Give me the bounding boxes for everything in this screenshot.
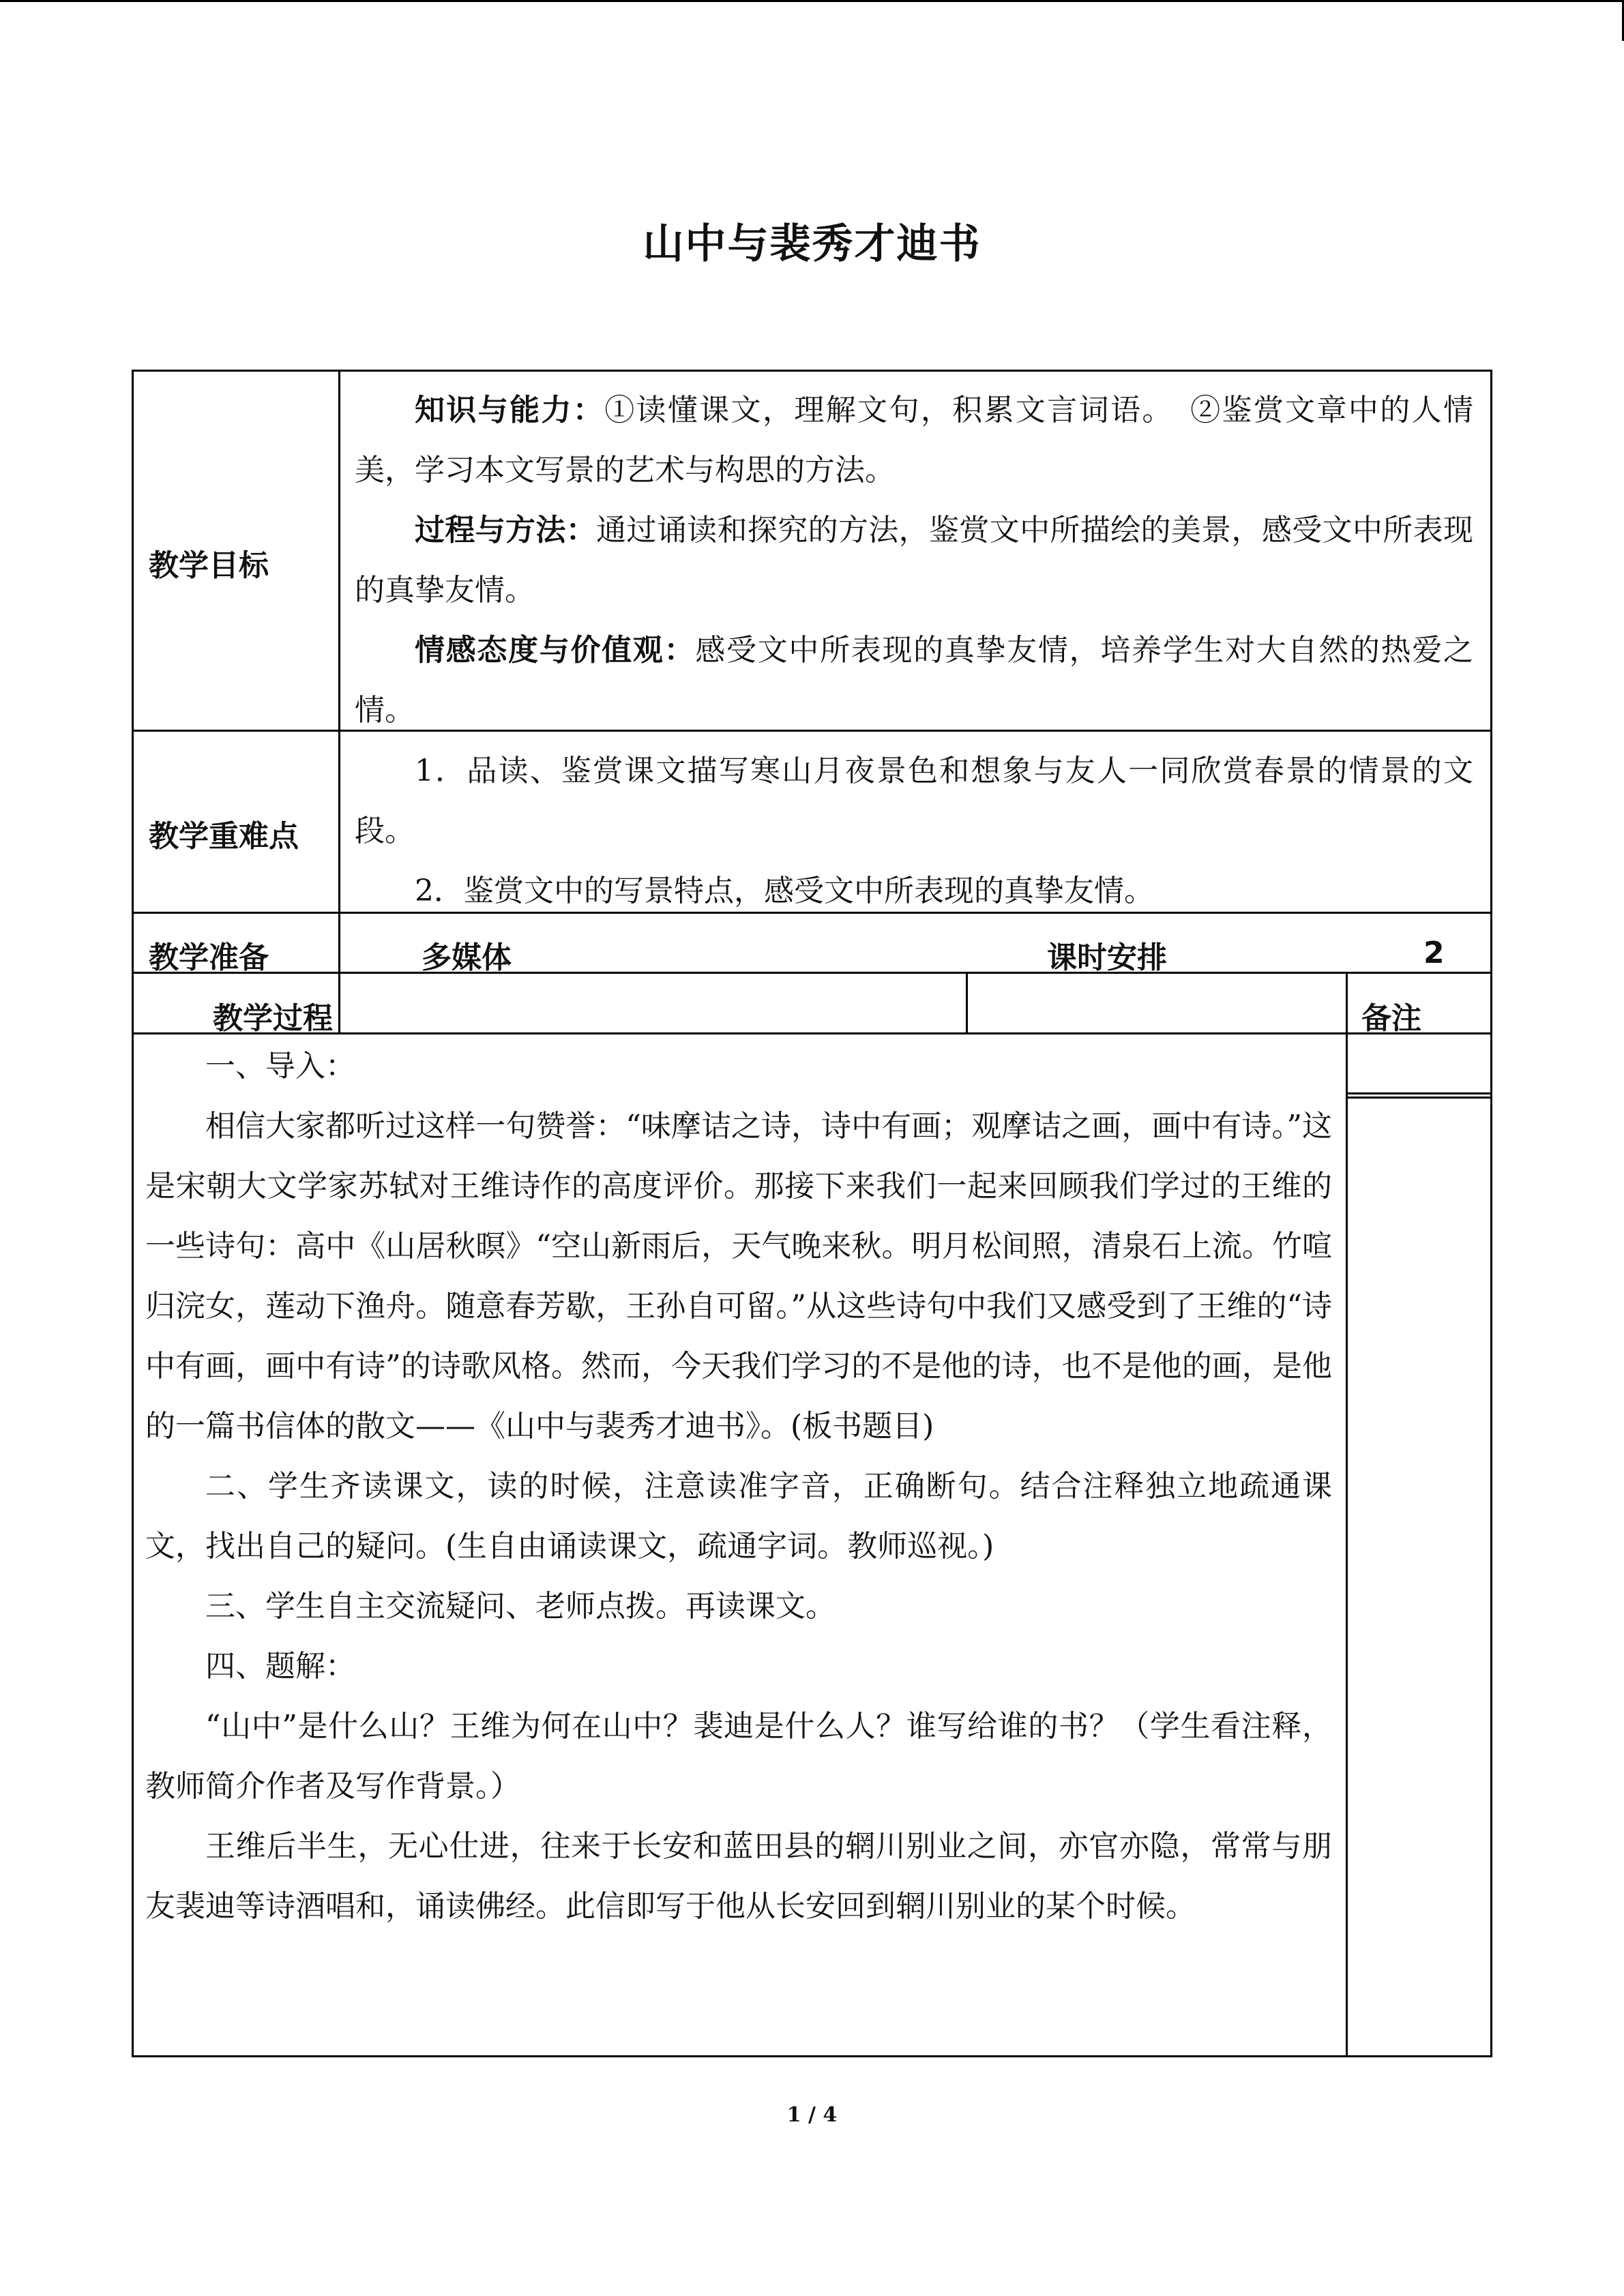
objectives-content [355, 381, 1473, 741]
key-point-item: 1．品读、鉴赏课文描写寒山月夜景色和想象与友人一同欣赏春景的情景的文段。 [355, 754, 1473, 848]
objective-text: 通过诵读和探究的方法，鉴赏文中所描绘的美景，感受文中所表现的真挚友情。 [355, 513, 1474, 608]
schedule-value: 2 [1423, 936, 1445, 970]
objective-item [355, 621, 1473, 741]
process-paragraph: 三、学生自主交流疑问、老师点拨。再读课文。 [205, 1589, 836, 1624]
objective-item [355, 381, 1473, 501]
process-paragraph: 四、题解： [205, 1649, 355, 1684]
page-title: 山中与裴秀才迪书 [643, 220, 981, 268]
preparation-label: 教学准备 [149, 940, 269, 975]
page-number: 1 / 4 [786, 2103, 838, 2127]
key-point-item: 2．鉴赏文中的写景特点，感受文中所表现的真挚友情。 [415, 874, 1154, 908]
notes-label: 备注 [1361, 1001, 1421, 1036]
process-content [132, 1037, 1346, 1937]
process-paragraph: 相信大家都听过这样一句赞誉：“味摩诘之诗，诗中有画；观摩诘之画，画中有诗。”这是宋朝大文学家苏轼对王维诗作的高度评价。那接下来我们一起来回顾我们学过的王维的一些诗句：高中《山居秋暝》“空山新雨后，天气晚来秋。明月松间照，清泉石上流。竹喧归浣女，莲动下渔舟。随意春芳歇，王孙自可留。”从这些诗句中我们又感受到了王维的“诗中有画，画中有诗”的诗歌风格。然而，今天我们学习的不是他的诗，也不是他的画，是他的一篇书信体的散文——《山中与裴秀才迪书》。(板书题目) [145, 1109, 1332, 1444]
process-paragraph: 王维后半生，无心仕进，往来于长安和蓝田县的辋川别业之间，亦官亦隐，常常与朋友裴迪等诗酒唱和，诵读佛经。此信即写于他从长安回到辋川别业的某个时候。 [145, 1829, 1332, 1924]
schedule-label: 课时安排 [1047, 940, 1167, 975]
process-paragraph: 二、学生齐读课文，读的时候，注意读准字音，正确断句。结合注释独立地疏通课文，找出自己的疑问。(生自由诵读课文，疏通字词。教师巡视。) [145, 1469, 1332, 1564]
key-points-label: 教学重难点 [149, 819, 299, 854]
objective-heading: 过程与方法： [415, 513, 597, 548]
process-paragraph: “山中”是什么山？王维为何在山中？裴迪是什么人？谁写给谁的书？（学生看注释，教师简介作者及写作背景。） [145, 1709, 1332, 1804]
objective-heading: 情感态度与价值观： [415, 633, 696, 668]
process-label: 教学过程 [213, 1001, 333, 1036]
process-paragraph: 一、导入： [205, 1049, 355, 1084]
objective-text: 感受文中所表现的真挚友情，培养学生对大自然的热爱之情。 [355, 633, 1474, 728]
objective-item [355, 501, 1473, 621]
key-points-content [355, 741, 1473, 921]
page-top-border [0, 0, 1624, 2]
objectives-label: 教学目标 [149, 548, 269, 583]
objective-text: ①读懂课文，理解文句，积累文言词语。 ②鉴赏文章中的人情美，学习本文写景的艺术与构思的方法。 [355, 393, 1474, 488]
preparation-value: 多媒体 [422, 940, 512, 975]
objective-heading: 知识与能力： [415, 393, 605, 428]
